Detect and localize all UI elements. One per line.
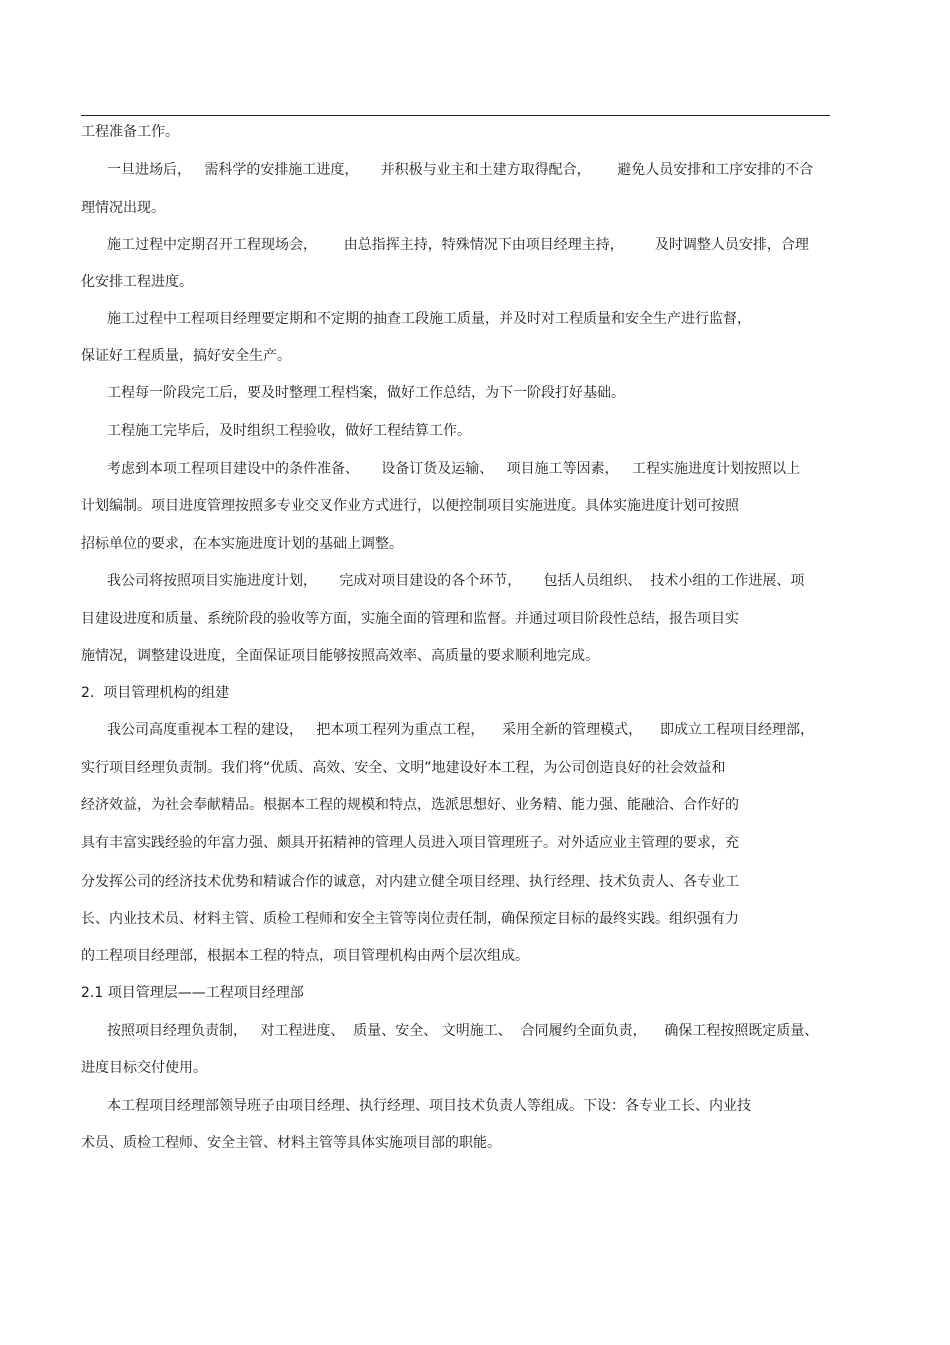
paragraph-line: 施工过程中定期召开工程现场会， 由总指挥主持，特殊情况下由项目经理主持， 及时调整人员安排，合理: [107, 237, 809, 253]
paragraph-line: 招标单位的要求，在本实施进度计划的基础上调整。: [81, 536, 403, 552]
subsection-heading: 2.1 项目管理层——工程项目经理部: [81, 985, 304, 1001]
paragraph-line: 化安排工程进度。: [81, 274, 193, 290]
paragraph-line: 工程施工完毕后，及时组织工程验收，做好工程结算工作。: [107, 423, 471, 439]
paragraph-line: 保证好工程质量，搞好安全生产。: [81, 348, 291, 364]
paragraph-line: 施工过程中工程项目经理要定期和不定期的抽查工段施工质量，并及时对工程质量和安全生产进行监督，: [107, 311, 751, 327]
paragraph-line: 本工程项目经理部领导班子由项目经理、执行经理、项目技术负责人等组成。下设：各专业工长、内业技: [107, 1098, 751, 1114]
paragraph-line: 我公司将按照项目实施进度计划， 完成对项目建设的各个环节， 包括人员组织、 技术小组的工作进展、项: [107, 573, 805, 589]
paragraph-line: 我公司高度重视本工程的建设， 把本项工程列为重点工程， 采用全新的管理模式， 即成立工程项目经理部，: [107, 722, 814, 738]
paragraph-line: 按照项目经理负责制， 对工程进度、 质量、安全、 文明施工、 合同履约全面负责， 确保工程按照既定质量、: [107, 1023, 819, 1039]
paragraph-line: 分发挥公司的经济技术优势和精诚合作的诚意，对内建立健全项目经理、执行经理、技术负责人、各专业工: [81, 874, 739, 890]
paragraph-line: 的工程项目经理部，根据本工程的特点，项目管理机构由两个层次组成。: [81, 948, 529, 964]
paragraph-line: 实行项目经理负责制。我们将“优质、高效、安全、文明”地建设好本工程，为公司创造良好的社会效益和: [81, 760, 726, 776]
paragraph-line: 具有丰富实践经验的年富力强、颇具开拓精神的管理人员进入项目管理班子。对外适应业主管理的要求，充: [81, 835, 739, 851]
paragraph-line: 施情况，调整建设进度，全面保证项目能够按照高效率、高质量的要求顺利地完成。: [81, 648, 599, 664]
paragraph-line: 工程每一阶段完工后，要及时整理工程档案，做好工作总结，为下一阶段打好基础。: [107, 385, 625, 401]
paragraph-line: 计划编制。项目进度管理按照多专业交叉作业方式进行，以便控制项目实施进度。具体实施进度计划可按照: [81, 498, 739, 514]
paragraph-line: 一旦进场后， 需科学的安排施工进度， 并积极与业主和土建方取得配合， 避免人员安排和工序安排的不合: [107, 162, 814, 178]
section-heading: 2. 项目管理机构的组建: [81, 685, 230, 701]
header-rule: [81, 115, 830, 116]
paragraph-line: 术员、质检工程师、安全主管、材料主管等具体实施项目部的职能。: [81, 1135, 501, 1151]
paragraph-line: 长、内业技术员、材料主管、质检工程师和安全主管等岗位责任制，确保预定目标的最终实践。组织强有力: [81, 911, 739, 927]
paragraph-line: 考虑到本项工程项目建设中的条件准备、 设备订货及运输、 项目施工等因素， 工程实施进度计划按照以上: [107, 461, 800, 477]
paragraph-line: 进度目标交付使用。: [81, 1060, 207, 1076]
paragraph-line: 经济效益，为社会奉献精品。根据本工程的规模和特点，选派思想好、业务精、能力强、能融洽、合作好的: [81, 797, 739, 813]
paragraph-line: 工程准备工作。: [81, 124, 179, 140]
paragraph-line: 目建设进度和质量、系统阶段的验收等方面，实施全面的管理和监督。并通过项目阶段性总结，报告项目实: [81, 611, 739, 627]
paragraph-line: 理情况出现。: [81, 200, 165, 216]
